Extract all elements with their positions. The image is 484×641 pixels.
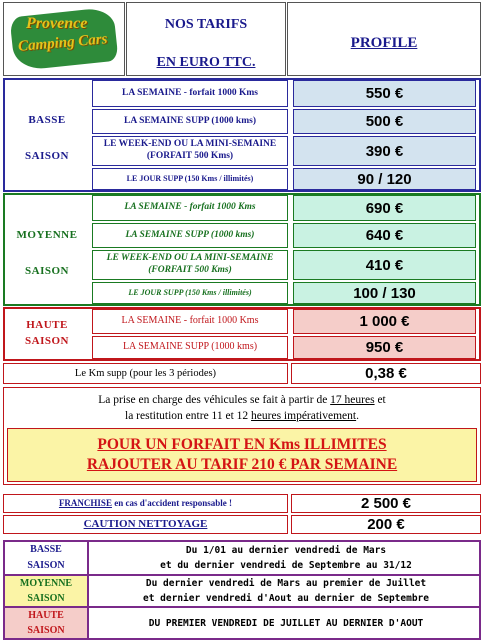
forfait-line2: RAJOUTER AU TARIF 210 € PAR SEMAINE <box>86 456 398 473</box>
period-haute-label: HAUTE SAISON <box>5 608 89 638</box>
table-row <box>92 282 476 304</box>
franchise-desc: FRANCHISE en cas d'accident responsable ! <box>3 494 288 513</box>
caution-desc: CAUTION NETTOYAGE <box>3 515 288 534</box>
haute-label-2: SAISON <box>25 335 69 347</box>
franchise-price: 2 500 € <box>291 494 481 513</box>
title-line1: NOS TARIFS <box>164 17 248 32</box>
table-row <box>92 168 476 190</box>
row-price: 500 € <box>293 109 476 134</box>
row-desc: LE JOUR SUPP (150 Kms / illimités) <box>92 282 288 304</box>
row-price: 390 € <box>293 136 476 166</box>
period-moyenne <box>3 574 481 608</box>
row-desc: LA SEMAINE - forfait 1000 Kms <box>92 195 288 221</box>
row-price: 90 / 120 <box>293 168 476 190</box>
row-price: 950 € <box>293 336 476 359</box>
row-desc: LA SEMAINE - forfait 1000 Kms <box>92 309 288 334</box>
km-supp-desc: Le Km supp (pour les 3 périodes) <box>3 363 288 384</box>
section-haute-saison <box>3 307 481 361</box>
row-desc: LA SEMAINE - forfait 1000 Kms <box>92 80 288 107</box>
row-price: 100 / 130 <box>293 282 476 304</box>
period-basse-label: BASSE SAISON <box>5 542 89 574</box>
page-title <box>126 2 286 76</box>
table-row <box>92 336 476 359</box>
franchise-row <box>3 494 481 513</box>
row-desc: LE JOUR SUPP (150 Kms / illimités) <box>92 168 288 190</box>
table-row <box>92 250 476 280</box>
row-desc: LA SEMAINE SUPP (1000 kms) <box>92 336 288 359</box>
basse-label-2: SAISON <box>25 150 69 162</box>
row-desc: LE WEEK-END OU LA MINI-SEMAINE (FORFAIT 500 Kms) <box>92 136 288 166</box>
basse-label <box>5 80 89 190</box>
section-basse-saison <box>3 78 481 192</box>
period-haute-text: DU PREMIER VENDREDI DE JUILLET AU DERNIER D'AOUT <box>148 617 424 629</box>
row-desc: LA SEMAINE SUPP (1000 kms) <box>92 223 288 248</box>
logo <box>3 2 125 76</box>
table-row <box>92 136 476 166</box>
section-moyenne-saison <box>3 193 481 306</box>
haute-label-1: HAUTE <box>26 319 68 331</box>
row-desc: LA SEMAINE SUPP (1000 kms) <box>92 109 288 134</box>
info-line2: la restitution entre 11 et 12 heures impérativement. <box>125 410 359 422</box>
basse-label-1: BASSE <box>28 114 66 126</box>
moyenne-label-2: SAISON <box>25 265 69 277</box>
moyenne-label <box>5 195 89 304</box>
info-line1: La prise en charge des véhicules se fait à partir de 17 heures et <box>98 394 386 406</box>
period-basse-text: Du 1/01 au dernier vendredi de Mars et du dernier vendredi de Septembre au 31/12 <box>160 545 412 571</box>
caution-row <box>3 515 481 534</box>
moyenne-label-1: MOYENNE <box>16 229 78 241</box>
row-price: 1 000 € <box>293 309 476 334</box>
logo-line1: Provence <box>26 15 88 32</box>
row-price: 690 € <box>293 195 476 221</box>
table-row <box>92 309 476 334</box>
table-row <box>92 195 476 221</box>
haute-label <box>5 309 89 359</box>
table-row <box>92 223 476 248</box>
period-haute <box>3 606 481 640</box>
km-supp-row <box>3 363 481 384</box>
info-box <box>3 387 481 485</box>
row-desc: LE WEEK-END OU LA MINI-SEMAINE (FORFAIT 500 Kms) <box>92 250 288 280</box>
km-supp-price: 0,38 € <box>291 363 481 384</box>
row-price: 410 € <box>293 250 476 280</box>
profile-label: PROFILE <box>350 35 418 51</box>
info-text <box>4 392 480 424</box>
forfait-illimite-banner <box>7 428 477 482</box>
table-row <box>92 109 476 134</box>
period-moyenne-text: Du dernier vendredi de Mars au premier de Juillet et dernier vendredi d'Aout au dernier de Septembre <box>143 578 429 604</box>
row-price: 550 € <box>293 80 476 107</box>
profile-header <box>287 2 481 76</box>
period-basse <box>3 540 481 576</box>
row-price: 640 € <box>293 223 476 248</box>
title-line2: EN EURO TTC. <box>156 55 256 70</box>
forfait-line1: POUR UN FORFAIT EN Kms ILLIMITES <box>97 436 387 453</box>
period-moyenne-label: MOYENNE SAISON <box>5 576 89 606</box>
table-row <box>92 80 476 107</box>
caution-price: 200 € <box>291 515 481 534</box>
logo-line2: Camping Cars <box>17 31 109 55</box>
